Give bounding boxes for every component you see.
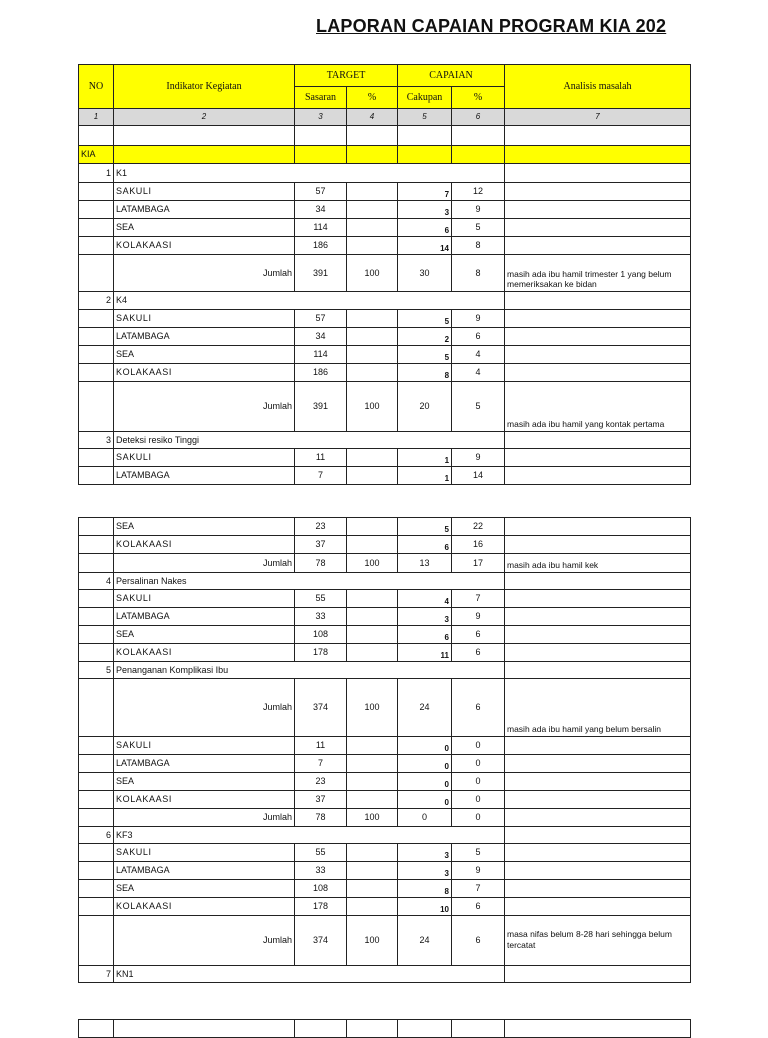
header-sasaran: Sasaran [295, 87, 347, 109]
sasaran-value: 7 [295, 755, 347, 773]
indicator-label: Persalinan Nakes [114, 573, 505, 590]
cakupan-value: 1 [398, 467, 452, 485]
table-row [79, 737, 691, 755]
village-name: LATAMBAGA [114, 201, 295, 219]
target-persen-value: 100 [347, 916, 398, 966]
cakupan-value: 3 [398, 862, 452, 880]
header-target: TARGET [295, 65, 398, 87]
sasaran-value: 11 [295, 737, 347, 755]
cakupan-value: 10 [398, 898, 452, 916]
village-name: LATAMBAGA [114, 608, 295, 626]
table-row [79, 755, 691, 773]
total-row [79, 554, 691, 573]
report-table-page-2 [78, 517, 691, 983]
persen-value: 6 [452, 916, 505, 966]
cakupan-value: 13 [398, 554, 452, 573]
persen-value: 16 [452, 536, 505, 554]
persen-value: 5 [452, 844, 505, 862]
persen-value: 9 [452, 201, 505, 219]
table-row [79, 364, 691, 382]
persen-value: 0 [452, 809, 505, 827]
cakupan-value: 4 [398, 590, 452, 608]
persen-value: 7 [452, 590, 505, 608]
indicator-no: 3 [79, 432, 114, 449]
indicator-label: K4 [114, 292, 505, 310]
jumlah-label: Jumlah [114, 554, 295, 573]
header-target-persen: % [347, 87, 398, 109]
persen-value: 9 [452, 862, 505, 880]
cakupan-value: 5 [398, 518, 452, 536]
village-name: SEA [114, 773, 295, 791]
header-capaian: CAPAIAN [398, 65, 505, 87]
persen-value: 12 [452, 183, 505, 201]
header-cakupan: Cakupan [398, 87, 452, 109]
cakupan-value: 3 [398, 608, 452, 626]
table-row [79, 590, 691, 608]
target-persen-value: 100 [347, 679, 398, 737]
header-indikator: Indikator Kegiatan [114, 65, 295, 109]
indicator-row-risk [79, 432, 691, 449]
header-analisis: Analisis masalah [505, 65, 691, 109]
cakupan-value: 6 [398, 626, 452, 644]
cakupan-value: 0 [398, 737, 452, 755]
persen-value: 9 [452, 608, 505, 626]
village-name: KOLAKAASI [114, 237, 295, 255]
target-persen-value: 100 [347, 809, 398, 827]
total-row [79, 382, 691, 432]
persen-value: 0 [452, 791, 505, 809]
indicator-row-kf3 [79, 827, 691, 844]
village-name: SAKULI [114, 737, 295, 755]
sasaran-value: 7 [295, 467, 347, 485]
analisis-note: masa nifas belum 8-28 hari sehingga belum tercatat [505, 916, 691, 966]
cakupan-value: 8 [398, 364, 452, 382]
col-number: 2 [114, 109, 295, 126]
indicator-label: KF3 [114, 827, 505, 844]
table-row [79, 791, 691, 809]
col-number: 5 [398, 109, 452, 126]
indicator-no: 7 [79, 966, 114, 983]
jumlah-label: Jumlah [114, 679, 295, 737]
persen-value: 6 [452, 626, 505, 644]
indicator-label: Penanganan Komplikasi Ibu [114, 662, 505, 679]
header-no: NO [79, 65, 114, 109]
cakupan-value: 20 [398, 382, 452, 432]
village-name: SEA [114, 518, 295, 536]
target-persen-value: 100 [347, 382, 398, 432]
cakupan-value: 0 [398, 773, 452, 791]
sasaran-value: 78 [295, 554, 347, 573]
jumlah-label: Jumlah [114, 255, 295, 292]
sasaran-value: 114 [295, 346, 347, 364]
cakupan-value: 6 [398, 536, 452, 554]
sasaran-value: 57 [295, 310, 347, 328]
sasaran-value: 178 [295, 644, 347, 662]
village-name: SAKULI [114, 449, 295, 467]
persen-value: 5 [452, 382, 505, 432]
cakupan-value: 24 [398, 916, 452, 966]
target-persen-value: 100 [347, 255, 398, 292]
village-name: SEA [114, 219, 295, 237]
sasaran-value: 108 [295, 880, 347, 898]
table-row [79, 880, 691, 898]
sasaran-value: 11 [295, 449, 347, 467]
table-row [79, 844, 691, 862]
table-row [79, 536, 691, 554]
cakupan-value: 1 [398, 449, 452, 467]
cakupan-value: 24 [398, 679, 452, 737]
persen-value: 6 [452, 898, 505, 916]
cakupan-value: 2 [398, 328, 452, 346]
village-name: SAKULI [114, 844, 295, 862]
report-table-page-3 [78, 1019, 691, 1038]
sasaran-value: 37 [295, 791, 347, 809]
col-number: 6 [452, 109, 505, 126]
sasaran-value: 374 [295, 679, 347, 737]
village-name: KOLAKAASI [114, 536, 295, 554]
village-name: SEA [114, 880, 295, 898]
cakupan-value: 7 [398, 183, 452, 201]
table-row [79, 219, 691, 237]
table-row [79, 608, 691, 626]
indicator-no: 5 [79, 662, 114, 679]
table-row [79, 201, 691, 219]
persen-value: 7 [452, 880, 505, 898]
col-number: 4 [347, 109, 398, 126]
jumlah-label: Jumlah [114, 382, 295, 432]
table-row [79, 237, 691, 255]
sasaran-value: 23 [295, 773, 347, 791]
persen-value: 6 [452, 328, 505, 346]
cakupan-value: 8 [398, 880, 452, 898]
indicator-no: 4 [79, 573, 114, 590]
village-name: KOLAKAASI [114, 898, 295, 916]
village-name: SEA [114, 626, 295, 644]
total-row [79, 255, 691, 292]
sasaran-value: 114 [295, 219, 347, 237]
indicator-no: 6 [79, 827, 114, 844]
cakupan-value: 14 [398, 237, 452, 255]
sasaran-value: 37 [295, 536, 347, 554]
total-row [79, 809, 691, 827]
village-name: KOLAKAASI [114, 644, 295, 662]
indicator-row-komplikasi [79, 662, 691, 679]
table-row [79, 626, 691, 644]
village-name: SAKULI [114, 310, 295, 328]
table-row [79, 644, 691, 662]
table-row [79, 346, 691, 364]
village-name: LATAMBAGA [114, 862, 295, 880]
sasaran-value: 186 [295, 237, 347, 255]
indicator-no: 1 [79, 164, 114, 183]
sasaran-value: 34 [295, 328, 347, 346]
sasaran-value: 55 [295, 844, 347, 862]
cakupan-value: 0 [398, 755, 452, 773]
table-row [79, 467, 691, 485]
sasaran-value: 55 [295, 590, 347, 608]
village-name: KOLAKAASI [114, 364, 295, 382]
report-table-page-1 [78, 64, 691, 485]
indicator-no: 2 [79, 292, 114, 310]
col-number: 7 [505, 109, 691, 126]
cakupan-value: 3 [398, 201, 452, 219]
total-row [79, 916, 691, 966]
persen-value: 5 [452, 219, 505, 237]
persen-value: 17 [452, 554, 505, 573]
sasaran-value: 33 [295, 608, 347, 626]
table-row [79, 518, 691, 536]
cakupan-value: 6 [398, 219, 452, 237]
indicator-row-kn1 [79, 966, 691, 983]
persen-value: 9 [452, 449, 505, 467]
target-persen-value: 100 [347, 554, 398, 573]
indicator-label: K1 [114, 164, 505, 183]
table-row [79, 310, 691, 328]
indicator-row-persalinan [79, 573, 691, 590]
analisis-note: masih ada ibu hamil kek [505, 554, 691, 573]
persen-value: 8 [452, 255, 505, 292]
col-number: 1 [79, 109, 114, 126]
persen-value: 9 [452, 310, 505, 328]
report-title: LAPORAN CAPAIAN PROGRAM KIA 202 [316, 16, 667, 36]
village-name: LATAMBAGA [114, 467, 295, 485]
sasaran-value: 108 [295, 626, 347, 644]
persen-value: 4 [452, 346, 505, 364]
table-row [79, 773, 691, 791]
village-name: SEA [114, 346, 295, 364]
sasaran-value: 78 [295, 809, 347, 827]
persen-value: 6 [452, 644, 505, 662]
indicator-row-k1 [79, 164, 691, 183]
cakupan-value: 3 [398, 844, 452, 862]
persen-value: 8 [452, 237, 505, 255]
persen-value: 4 [452, 364, 505, 382]
cakupan-value: 11 [398, 644, 452, 662]
sasaran-value: 178 [295, 898, 347, 916]
section-label: KIA [79, 146, 114, 164]
persen-value: 0 [452, 737, 505, 755]
jumlah-label: Jumlah [114, 809, 295, 827]
sasaran-value: 391 [295, 382, 347, 432]
sasaran-value: 57 [295, 183, 347, 201]
cakupan-value: 5 [398, 346, 452, 364]
total-row [79, 679, 691, 737]
sasaran-value: 23 [295, 518, 347, 536]
sasaran-value: 391 [295, 255, 347, 292]
table-row [79, 328, 691, 346]
persen-value: 6 [452, 679, 505, 737]
sasaran-value: 186 [295, 364, 347, 382]
cakupan-value: 0 [398, 809, 452, 827]
village-name: LATAMBAGA [114, 755, 295, 773]
village-name: SAKULI [114, 183, 295, 201]
cakupan-value: 0 [398, 791, 452, 809]
table-row [79, 449, 691, 467]
persen-value: 0 [452, 773, 505, 791]
indicator-row-k4 [79, 292, 691, 310]
persen-value: 0 [452, 755, 505, 773]
table-row [79, 183, 691, 201]
village-name: SAKULI [114, 590, 295, 608]
cakupan-value: 5 [398, 310, 452, 328]
analisis-note: masih ada ibu hamil trimester 1 yang belum memeriksakan ke bidan [505, 255, 691, 292]
sasaran-value: 374 [295, 916, 347, 966]
jumlah-label: Jumlah [114, 916, 295, 966]
village-name: LATAMBAGA [114, 328, 295, 346]
cakupan-value: 30 [398, 255, 452, 292]
persen-value: 14 [452, 467, 505, 485]
sasaran-value: 33 [295, 862, 347, 880]
analisis-note: masih ada ibu hamil yang belum bersalin [505, 679, 691, 737]
sasaran-value: 34 [295, 201, 347, 219]
table-row [79, 898, 691, 916]
village-name: KOLAKAASI [114, 791, 295, 809]
persen-value: 22 [452, 518, 505, 536]
col-number: 3 [295, 109, 347, 126]
table-row [79, 862, 691, 880]
indicator-label: Deteksi resiko Tinggi [114, 432, 505, 449]
section-row-kia [79, 146, 691, 164]
header-capaian-persen: % [452, 87, 505, 109]
analisis-note: masih ada ibu hamil yang kontak pertama [505, 382, 691, 432]
indicator-label: KN1 [114, 966, 505, 983]
